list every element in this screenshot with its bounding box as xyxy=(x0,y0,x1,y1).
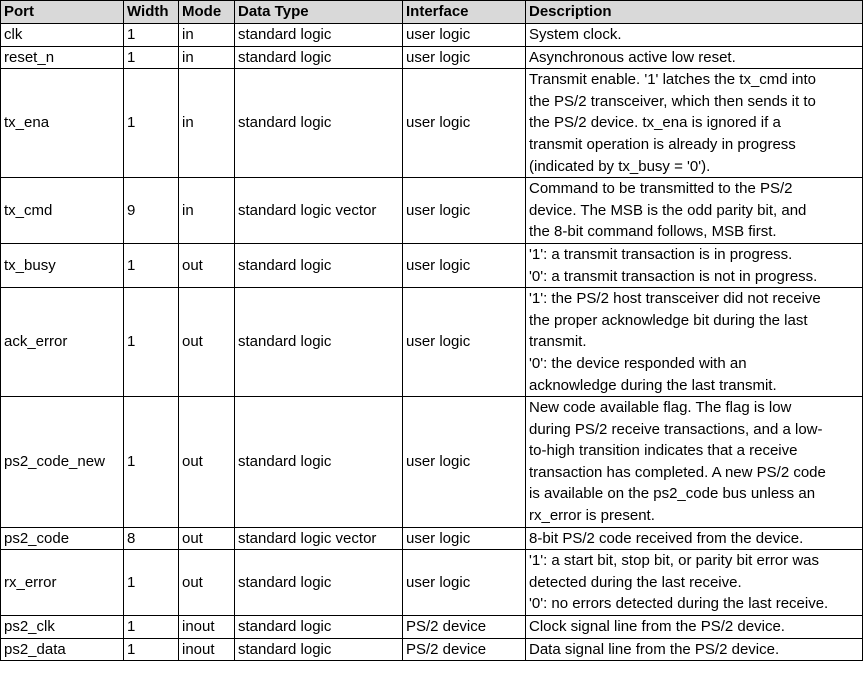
cell-data-type: standard logic xyxy=(235,397,403,528)
description-line: transmit. xyxy=(529,333,587,351)
description-line: to-high transition indicates that a receive xyxy=(529,442,798,460)
cell-interface: user logic xyxy=(403,550,526,616)
cell-data-type: standard logic xyxy=(235,638,403,661)
cell-mode: out xyxy=(179,550,235,616)
cell-data-type: standard logic xyxy=(235,616,403,639)
cell-interface: PS/2 device xyxy=(403,616,526,639)
cell-interface: PS/2 device xyxy=(403,638,526,661)
cell-port: tx_busy xyxy=(1,243,124,287)
cell-width: 1 xyxy=(124,46,179,69)
description-line: Command to be transmitted to the PS/2 xyxy=(529,180,793,198)
description-line: Clock signal line from the PS/2 device. xyxy=(529,618,785,636)
table-row xyxy=(1,46,863,69)
cell-description xyxy=(526,24,863,47)
cell-data-type: standard logic xyxy=(235,46,403,69)
cell-mode: in xyxy=(179,46,235,69)
cell-description xyxy=(526,288,863,397)
cell-data-type: standard logic xyxy=(235,243,403,287)
description-line: is available on the ps2_code bus unless an xyxy=(529,485,816,503)
cell-width: 1 xyxy=(124,243,179,287)
cell-mode: inout xyxy=(179,616,235,639)
description-line: the PS/2 device. tx_ena is ignored if a xyxy=(529,114,781,132)
table-row xyxy=(1,527,863,550)
table-row xyxy=(1,243,863,287)
description-line: '1': a start bit, stop bit, or parity bit error was xyxy=(529,552,820,570)
cell-mode: in xyxy=(179,69,235,178)
header-mode: Mode xyxy=(179,1,235,24)
cell-data-type: standard logic vector xyxy=(235,527,403,550)
cell-port: ps2_code_new xyxy=(1,397,124,528)
cell-interface: user logic xyxy=(403,69,526,178)
header-description: Description xyxy=(526,1,863,24)
cell-data-type: standard logic xyxy=(235,24,403,47)
cell-description xyxy=(526,638,863,661)
description-line: transmit operation is already in progress xyxy=(529,135,796,153)
description-line: detected during the last receive. xyxy=(529,573,742,591)
cell-width: 9 xyxy=(124,178,179,244)
cell-port: rx_error xyxy=(1,550,124,616)
table-row xyxy=(1,550,863,616)
table-row xyxy=(1,616,863,639)
cell-mode: in xyxy=(179,178,235,244)
description-line: transaction has completed. A new PS/2 code xyxy=(529,463,826,481)
cell-data-type: standard logic vector xyxy=(235,178,403,244)
cell-port: tx_ena xyxy=(1,69,124,178)
table-row xyxy=(1,397,863,528)
header-port: Port xyxy=(1,1,124,24)
description-line: Asynchronous active low reset. xyxy=(529,48,736,66)
cell-description xyxy=(526,527,863,550)
cell-interface: user logic xyxy=(403,46,526,69)
cell-width: 1 xyxy=(124,616,179,639)
description-line: device. The MSB is the odd parity bit, and xyxy=(529,201,807,219)
cell-data-type: standard logic xyxy=(235,550,403,616)
description-line: during PS/2 receive transactions, and a low- xyxy=(529,420,823,438)
cell-interface: user logic xyxy=(403,288,526,397)
cell-description xyxy=(526,243,863,287)
cell-port: ps2_code xyxy=(1,527,124,550)
cell-port: ack_error xyxy=(1,288,124,397)
description-line: the proper acknowledge bit during the last xyxy=(529,311,808,329)
cell-port: clk xyxy=(1,24,124,47)
cell-mode: inout xyxy=(179,638,235,661)
table-row xyxy=(1,288,863,397)
cell-mode: out xyxy=(179,288,235,397)
header-interface: Interface xyxy=(403,1,526,24)
cell-width: 1 xyxy=(124,69,179,178)
cell-data-type: standard logic xyxy=(235,288,403,397)
table-body xyxy=(1,24,863,661)
description-line: '0': the device responded with an xyxy=(529,354,747,372)
cell-mode: out xyxy=(179,527,235,550)
cell-description xyxy=(526,397,863,528)
cell-width: 1 xyxy=(124,24,179,47)
table-row xyxy=(1,638,863,661)
table-row xyxy=(1,24,863,47)
cell-width: 1 xyxy=(124,288,179,397)
cell-port: ps2_clk xyxy=(1,616,124,639)
cell-width: 1 xyxy=(124,397,179,528)
header-row xyxy=(1,1,863,24)
description-line: New code available flag. The flag is low xyxy=(529,399,792,417)
cell-interface: user logic xyxy=(403,243,526,287)
cell-mode: out xyxy=(179,397,235,528)
description-line: (indicated by tx_busy = '0'). xyxy=(529,157,711,175)
cell-description xyxy=(526,550,863,616)
cell-port: reset_n xyxy=(1,46,124,69)
header-data-type: Data Type xyxy=(235,1,403,24)
description-line: '1': a transmit transaction is in progress. xyxy=(529,245,793,263)
cell-description xyxy=(526,616,863,639)
cell-data-type: standard logic xyxy=(235,69,403,178)
cell-mode: in xyxy=(179,24,235,47)
description-line: acknowledge during the last transmit. xyxy=(529,376,777,394)
cell-width: 1 xyxy=(124,638,179,661)
description-line: the 8-bit command follows, MSB first. xyxy=(529,223,777,241)
table-row xyxy=(1,69,863,178)
description-line: '0': no errors detected during the last receive. xyxy=(529,595,829,613)
cell-interface: user logic xyxy=(403,527,526,550)
cell-width: 1 xyxy=(124,550,179,616)
cell-description xyxy=(526,46,863,69)
description-line: rx_error is present. xyxy=(529,507,655,525)
cell-port: ps2_data xyxy=(1,638,124,661)
cell-port: tx_cmd xyxy=(1,178,124,244)
description-line: Transmit enable. '1' latches the tx_cmd into xyxy=(529,71,816,89)
description-line: Data signal line from the PS/2 device. xyxy=(529,640,780,658)
cell-width: 8 xyxy=(124,527,179,550)
cell-interface: user logic xyxy=(403,24,526,47)
description-line: '1': the PS/2 host transceiver did not receive xyxy=(529,290,821,308)
header-width: Width xyxy=(124,1,179,24)
cell-description xyxy=(526,178,863,244)
table-row xyxy=(1,178,863,244)
cell-description xyxy=(526,69,863,178)
description-line: '0': a transmit transaction is not in progress. xyxy=(529,267,818,285)
cell-mode: out xyxy=(179,243,235,287)
description-line: System clock. xyxy=(529,26,622,43)
cell-interface: user logic xyxy=(403,178,526,244)
description-line: 8-bit PS/2 code received from the device. xyxy=(529,529,804,547)
description-line: the PS/2 transceiver, which then sends it to xyxy=(529,92,816,110)
cell-interface: user logic xyxy=(403,397,526,528)
